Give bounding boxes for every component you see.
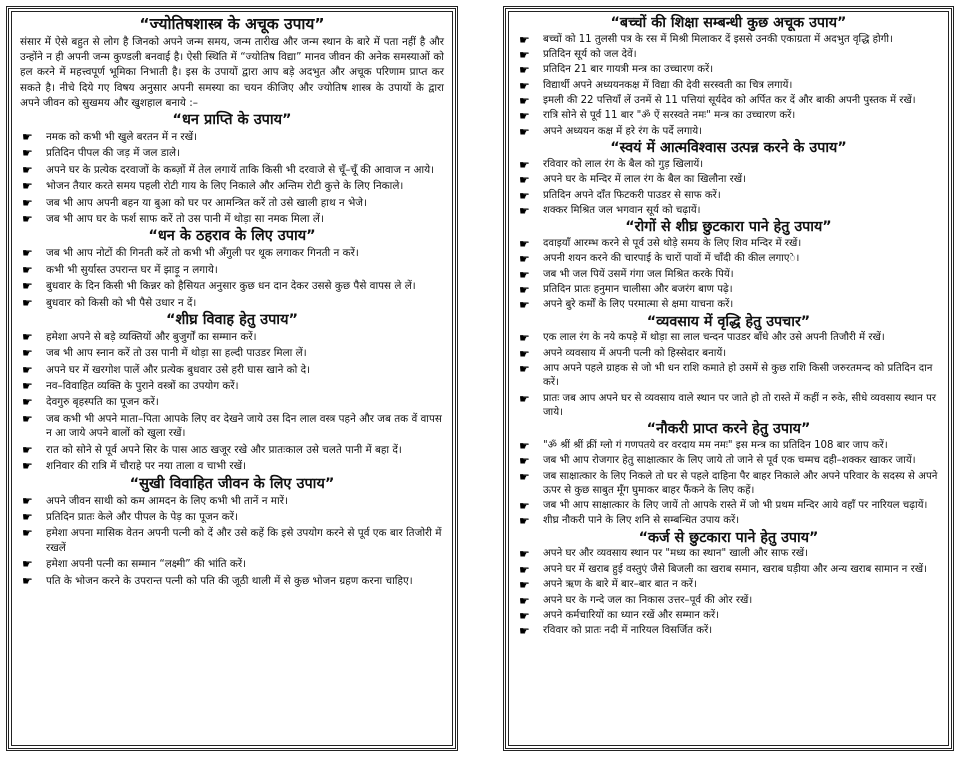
list-item bbox=[517, 563, 940, 577]
pointing-hand-icon: ☛ bbox=[519, 624, 530, 639]
list-item bbox=[517, 189, 940, 203]
list-item-text: जब कभी भी अपने माता–पिता आपके लिए वर देखने जाये उस दिन लाल वस्त्र पहने और जब तक वें वापस न आ जाये अपने बालों को खुला रखें। bbox=[46, 412, 442, 440]
pointing-hand-icon: ☛ bbox=[519, 514, 530, 529]
list-item-text: जब भी जल पियें उसमें गंगा जल मिश्रित करके पियें। bbox=[543, 268, 734, 280]
list-item bbox=[517, 454, 940, 468]
list-item bbox=[517, 109, 940, 123]
pointing-hand-icon: ☛ bbox=[519, 94, 530, 109]
pointing-hand-icon: ☛ bbox=[519, 124, 530, 139]
pointing-hand-icon: ☛ bbox=[22, 526, 33, 541]
remedy-list bbox=[517, 547, 940, 638]
list-item bbox=[517, 33, 940, 47]
list-item-text: अपने जीवन साथी को कम आमदन के लिए कभी भी तानें न मारें। bbox=[46, 494, 288, 507]
list-item-text: नव–विवाहित व्यक्ति के पुराने वस्त्रों का उपयोग करें। bbox=[46, 380, 239, 393]
list-item-text: रविवार को लाल रंग के बैल को गुड़ खिलायें। bbox=[543, 158, 704, 170]
list-item-text: प्रतिदिन पीपल की जड़ में जल डाले। bbox=[46, 147, 180, 160]
section-heading: “स्वयं में आत्मविश्वास उत्पन्न करने के उपाय” bbox=[610, 140, 847, 157]
pointing-hand-icon: ☛ bbox=[519, 362, 530, 377]
pointing-hand-icon: ☛ bbox=[519, 608, 530, 623]
list-item-text: प्रतिदिन प्रातः हनुमान चालीसा और बजरंग बाण पढ़े। bbox=[543, 283, 733, 295]
remedy-list bbox=[517, 439, 940, 529]
pointing-hand-icon: ☛ bbox=[22, 195, 33, 210]
list-item-text: प्रातः जब आप अपने घर से व्यवसाय वाले स्थान पर जाते हो तो रास्ते में कहीं न रुके, सीधे व्यवसाय स्थान पर जाये। bbox=[543, 392, 937, 418]
pointing-hand-icon: ☛ bbox=[22, 362, 33, 377]
pointing-hand-icon: ☛ bbox=[519, 188, 530, 203]
list-item-text: जब साक्षात्कार के लिए निकले तो घर से पहले दाहिना पैर बाहर निकाले और अपने परिवार के सदस्य से अपने ऊपर से कुछ साबुत मूँग घुमाकर बाहर फैंकने के लिए कहें। bbox=[543, 470, 938, 496]
list-item-text: अपने कर्मचारियों का ध्यान रखें और सम्मान करें। bbox=[543, 609, 720, 621]
list-item bbox=[517, 48, 940, 62]
list-item bbox=[20, 557, 444, 572]
pointing-hand-icon: ☛ bbox=[22, 459, 33, 474]
list-item bbox=[517, 514, 940, 528]
list-item bbox=[20, 412, 444, 441]
list-item-text: शनिवार की रात्रि में चौराहे पर नया ताला व चाभी रखें। bbox=[46, 460, 247, 473]
list-item-text: रात को सोने से पूर्व अपने सिर के पास आठ खजूर रखे और प्रातःकाल उसे चलते पानी में बहा दें। bbox=[46, 443, 402, 456]
list-item-text: रात्रि सोने से पूर्व 11 बार "ॐ ऐं सरस्वते नमः" मन्त्र का उच्चारण करें। bbox=[543, 110, 796, 122]
list-item bbox=[20, 459, 444, 474]
list-item-text: बच्चों को 11 तुलसी पत्र के रस में मिश्री मिलाकर दें इससे उनकी एकाग्रता में अदभुत वृद्धि होगी। bbox=[543, 33, 893, 45]
pointing-hand-icon: ☛ bbox=[22, 510, 33, 525]
list-item-text: अपने घर में खरगोश पालें और प्रत्येक बुधवार उसे हरी घास खाने को दे। bbox=[46, 363, 311, 376]
list-item bbox=[517, 594, 940, 608]
pointing-hand-icon: ☛ bbox=[519, 173, 530, 188]
remedy-list bbox=[517, 33, 940, 140]
pointing-hand-icon: ☛ bbox=[22, 279, 33, 294]
list-item-text: भोजन तैयार करते समय पहली रोटी गाय के लिए निकाले और अन्तिम रोटी कुत्ते के लिए निकाले। bbox=[46, 180, 404, 193]
list-item bbox=[517, 283, 940, 297]
pointing-hand-icon: ☛ bbox=[519, 282, 530, 297]
pointing-hand-icon: ☛ bbox=[519, 578, 530, 593]
list-item-text: इमली की 22 पत्तियाँ लें उनमें से 11 पत्तियां सूर्यदेव को अर्पित कर दें और बाकी अपनी पुस्तक में रखें। bbox=[543, 95, 916, 107]
pointing-hand-icon: ☛ bbox=[22, 211, 33, 226]
list-item bbox=[517, 362, 940, 390]
pointing-hand-icon: ☛ bbox=[519, 298, 530, 313]
list-item bbox=[20, 510, 444, 525]
list-item bbox=[517, 331, 940, 345]
list-item-text: जब भी आप अपनी बहन या बुआ को घर पर आमन्त्रित करें तो उसे खाली हाथ न भेजे। bbox=[46, 196, 367, 209]
list-item-text: जब भी आप घर के फर्श साफ करें तो उस पानी में थोड़ा सा नमक मिला लें। bbox=[46, 212, 324, 225]
remedy-list bbox=[20, 246, 444, 310]
list-item bbox=[20, 163, 444, 178]
list-item-text: अपने घर के प्रत्येक दरवाजों के कब्ज़ों में तेल लगायें ताकि किसी भी दरवाजे से चूँ–चूँ की आवाज न आये। bbox=[46, 163, 435, 176]
list-item-text: अपने व्यवसाय में अपनी पत्नी को हिस्सेदार बनायें। bbox=[543, 347, 727, 359]
list-item-text: कभी भी सुर्यास्त उपरान्त घर में झाड़ू न लगाये। bbox=[46, 263, 218, 276]
list-item-text: प्रतिदिन अपने दाँत फिटकरी पाउडर से साफ करें। bbox=[543, 189, 721, 201]
list-item bbox=[20, 130, 444, 145]
list-item bbox=[20, 574, 444, 589]
list-item-text: आप अपने पहले ग्राहक से जो भी धन राशि कमाते हो उसमें से कुछ राशि किसी जरुरतमन्द को प्रतिदिन दान करें। bbox=[543, 363, 933, 389]
list-item bbox=[20, 330, 444, 345]
list-item-text: पति के भोजन करने के उपरान्त पत्नी को पति की जूठी थाली में से कुछ भोजन ग्रहण करना चाहिए। bbox=[46, 574, 413, 587]
list-item bbox=[517, 439, 940, 453]
list-item-text: दवाइयाँ आरम्भ करने से पूर्व उसे थोड़े समय के लिए शिव मन्दिर में रखें। bbox=[543, 237, 802, 249]
pointing-hand-icon: ☛ bbox=[519, 454, 530, 469]
pointing-hand-icon: ☛ bbox=[519, 63, 530, 78]
list-item bbox=[20, 363, 444, 378]
list-item-text: "ॐ श्रीं श्रीं क्रीं ग्लो गं गणपतये वर वरदाय मम नमः" इस मन्त्र का प्रतिदिन 108 बार जाप करें। bbox=[543, 439, 888, 451]
remedy-list bbox=[517, 331, 940, 420]
pointing-hand-icon: ☛ bbox=[22, 493, 33, 508]
section-heading: “कर्ज से छुटकारा पाने हेतु उपाय” bbox=[638, 529, 819, 546]
list-item bbox=[517, 63, 940, 77]
pointing-hand-icon: ☛ bbox=[22, 162, 33, 177]
list-item bbox=[20, 212, 444, 227]
section-heading: “धन प्राप्ति के उपाय” bbox=[172, 112, 292, 129]
pointing-hand-icon: ☛ bbox=[519, 593, 530, 608]
list-item bbox=[517, 94, 940, 108]
list-item-text: जब भी आप रोजगार हेतु साक्षात्कार के लिए जाये तो जाने से पूर्व एक चम्मच दही–शक्कर खाकर जायें। bbox=[543, 455, 916, 467]
list-item bbox=[517, 173, 940, 187]
list-item bbox=[517, 79, 940, 93]
list-item-text: अपने ऋण के बारे में बार–बार बात न करें। bbox=[543, 579, 697, 591]
section-heading: “शीघ्र विवाह हेतु उपाय” bbox=[165, 311, 299, 328]
list-item bbox=[517, 578, 940, 592]
right-sections bbox=[517, 15, 940, 639]
list-item-text: अपने घर और व्यवसाय स्थान पर "मध्य का स्थान" खाली और साफ रखें। bbox=[543, 548, 808, 560]
remedy-list bbox=[20, 494, 444, 589]
section-heading: “नौकरी प्राप्त करने हेतु उपाय” bbox=[646, 421, 811, 438]
pointing-hand-icon: ☛ bbox=[519, 203, 530, 218]
list-item bbox=[20, 279, 444, 294]
list-item-text: जब भी आप साक्षात्कार के लिए जायें तो आपके रास्ते में जो भी प्रथम मन्दिर आये वहाँ पर नारियल चढ़ायें। bbox=[543, 500, 928, 512]
list-item bbox=[517, 470, 940, 498]
pointing-hand-icon: ☛ bbox=[519, 267, 530, 282]
list-item bbox=[20, 443, 444, 458]
pointing-hand-icon: ☛ bbox=[519, 32, 530, 47]
list-item-text: हमेशा अपना मासिक वेतन अपनी पत्नी को दें और उसे कहें कि इसे उपयोग करने से पूर्व एक बार तिजोरी में रखलें bbox=[46, 527, 442, 555]
list-item bbox=[20, 526, 444, 555]
pointing-hand-icon: ☛ bbox=[22, 379, 33, 394]
list-item-text: प्रतिदिन 21 बार गायत्री मन्त्र का उच्चारण करें। bbox=[543, 64, 714, 76]
list-item-text: अपने घर में खराब हुई वस्तुएं जैसे बिजली का खराब समान, खराब घड़ीया और अन्य खराब सामान न रखें। bbox=[543, 563, 927, 575]
list-item-text: शक्कर मिश्रित जल भगवान सूर्य को चढ़ायें। bbox=[543, 204, 701, 216]
list-item-text: अपने अध्ययन कक्ष में हरे रंग के पर्दे लगाये। bbox=[543, 125, 702, 137]
list-item bbox=[517, 547, 940, 561]
pointing-hand-icon: ☛ bbox=[22, 557, 33, 572]
list-item bbox=[517, 624, 940, 638]
intro-paragraph: संसार में ऐसे बहुत से लोग है जिनको अपने जन्म समय, जन्म तारीख और जन्म स्थान के बारे में पता नहीं है और उन्होंने न ही अपनी जन्म कुण्डली बनवाई है। ऐसी स्थिति में “ज्योतिष विद्या” मानव जीवन की अनेक समस्याओं को हल करने में महत्त्वपूर्ण भूमिका निभाती है। इस के उपायों द्वारा आप बड़े अदभुत और अचूक परिणाम प्राप्त कर सकते है। नीचे दिये गए विषय अनुसार अपनी समस्या का चयन कीजिए और ज्योतिष शास्त्र के उपायों के द्वारा अपने जीवन को सुखमय और खुशहाल बनाये :– bbox=[20, 36, 444, 109]
list-item bbox=[517, 204, 940, 218]
left-sections bbox=[20, 112, 444, 588]
list-item bbox=[517, 499, 940, 513]
list-item-text: हमेशा अपने से बड़े व्यक्तियों और बुजुर्गों का सम्मान करें। bbox=[46, 330, 257, 343]
list-item-text: शीघ्र नौकरी पाने के लिए शनि से सम्बन्धित उपाय करें। bbox=[543, 515, 740, 527]
pointing-hand-icon: ☛ bbox=[519, 252, 530, 267]
pointing-hand-icon: ☛ bbox=[22, 573, 33, 588]
remedy-list bbox=[517, 158, 940, 218]
section-heading: “सुखी विवाहित जीवन के लिए उपाय” bbox=[129, 475, 335, 492]
list-item-text: एक लाल रंग के नये कपड़े में थोड़ा सा लाल चन्दन पाउडर बाँधे और उसे अपनी तिजौरी में रखें। bbox=[543, 332, 885, 344]
list-item-text: बुधवार के दिन किसी भी किन्नर को हैसियत अनुसार कुछ धन दान देकर उससे कुछ पैसे वापस ले लें। bbox=[46, 280, 416, 293]
pointing-hand-icon: ☛ bbox=[22, 262, 33, 277]
page-title: “ज्योतिषशास्त्र के अचूक उपाय” bbox=[139, 15, 325, 33]
list-item-text: प्रतिदिन सूर्य को जल देवें। bbox=[543, 48, 637, 60]
list-item bbox=[20, 246, 444, 261]
right-panel bbox=[503, 6, 954, 751]
list-item bbox=[517, 609, 940, 623]
section-heading: “धन के ठहराव के लिए उपाय” bbox=[148, 228, 316, 245]
list-item bbox=[20, 379, 444, 394]
list-item-text: जब भी आप स्नान करें तो उस पानी में थोड़ा सा हल्दी पाउडर मिला लें। bbox=[46, 347, 307, 360]
pointing-hand-icon: ☛ bbox=[519, 47, 530, 62]
list-item bbox=[517, 252, 940, 266]
pointing-hand-icon: ☛ bbox=[22, 146, 33, 161]
pointing-hand-icon: ☛ bbox=[22, 442, 33, 457]
list-item-text: अपने घर के मन्दिर में लाल रंग के बैल का खिलौना रखें। bbox=[543, 174, 746, 186]
pointing-hand-icon: ☛ bbox=[519, 78, 530, 93]
pointing-hand-icon: ☛ bbox=[22, 246, 33, 261]
remedy-list bbox=[517, 237, 940, 313]
pointing-hand-icon: ☛ bbox=[22, 179, 33, 194]
list-item-text: बुधवार को किसी को भी पैसे उधार न दें। bbox=[46, 296, 197, 309]
pointing-hand-icon: ☛ bbox=[22, 295, 33, 310]
remedy-list bbox=[20, 130, 444, 227]
pointing-hand-icon: ☛ bbox=[519, 562, 530, 577]
list-item-text: विद्यार्थी अपने अध्ययनकक्ष में विद्या की देवी सरस्वती का चित्र लगायें। bbox=[543, 79, 793, 91]
pointing-hand-icon: ☛ bbox=[22, 395, 33, 410]
pointing-hand-icon: ☛ bbox=[519, 391, 530, 406]
left-panel bbox=[6, 6, 458, 751]
list-item bbox=[517, 237, 940, 251]
remedy-list bbox=[20, 330, 444, 474]
pointing-hand-icon: ☛ bbox=[22, 130, 33, 145]
list-item bbox=[20, 494, 444, 509]
pointing-hand-icon: ☛ bbox=[519, 157, 530, 172]
section-heading: “व्यवसाय में वृद्धि हेतु उपचार” bbox=[646, 313, 811, 330]
list-item-text: अपने घर के गन्दे जल का निकास उत्तर–पूर्व की ओर रखें। bbox=[543, 594, 753, 606]
list-item-text: अपनी शयन करने की चारपाई के चारों पावों में चाँदी की कील लगाएे। bbox=[543, 253, 800, 265]
list-item bbox=[20, 196, 444, 211]
list-item bbox=[20, 346, 444, 361]
list-item bbox=[517, 125, 940, 139]
list-item bbox=[517, 347, 940, 361]
pointing-hand-icon: ☛ bbox=[519, 438, 530, 453]
list-item-text: देवगुरु बृहस्पति का पूजन करें। bbox=[46, 396, 159, 409]
pointing-hand-icon: ☛ bbox=[519, 547, 530, 562]
pointing-hand-icon: ☛ bbox=[519, 346, 530, 361]
list-item bbox=[517, 392, 940, 420]
list-item bbox=[20, 395, 444, 410]
pointing-hand-icon: ☛ bbox=[519, 109, 530, 124]
list-item bbox=[20, 146, 444, 161]
list-item-text: जब भी आप नोटों की गिनती करें तो कभी भी अँगुली पर थूक लगाकर गिनती न करें। bbox=[46, 247, 359, 260]
pointing-hand-icon: ☛ bbox=[22, 346, 33, 361]
pointing-hand-icon: ☛ bbox=[519, 499, 530, 514]
pointing-hand-icon: ☛ bbox=[22, 411, 33, 426]
list-item bbox=[20, 179, 444, 194]
list-item-text: हमेशा अपनी पत्नी का सम्मान “लक्ष्मी” की भांति करें। bbox=[46, 558, 247, 571]
list-item-text: रविवार को प्रातः नदी में नारियल विसर्जित करें। bbox=[543, 625, 713, 637]
list-item bbox=[517, 268, 940, 282]
section-heading: “बच्चों की शिक्षा सम्बन्धी कुछ अचूक उपाय” bbox=[610, 15, 847, 31]
pointing-hand-icon: ☛ bbox=[519, 469, 530, 484]
list-item-text: अपने बुरे कर्मों के लिए परमात्मा से क्षमा याचना करें। bbox=[543, 299, 734, 311]
section-heading: “रोगों से शीघ्र छुटकारा पाने हेतु उपाय” bbox=[625, 219, 832, 236]
list-item-text: नमक को कभी भी खुले बरतन में न रखें। bbox=[46, 131, 198, 144]
list-item bbox=[517, 298, 940, 312]
list-item-text: प्रतिदिन प्रातः केले और पीपल के पेड़ का पूजन करें। bbox=[46, 511, 238, 524]
list-item bbox=[20, 296, 444, 311]
pointing-hand-icon: ☛ bbox=[519, 331, 530, 346]
pointing-hand-icon: ☛ bbox=[519, 236, 530, 251]
list-item bbox=[20, 263, 444, 278]
list-item bbox=[517, 158, 940, 172]
pointing-hand-icon: ☛ bbox=[22, 329, 33, 344]
